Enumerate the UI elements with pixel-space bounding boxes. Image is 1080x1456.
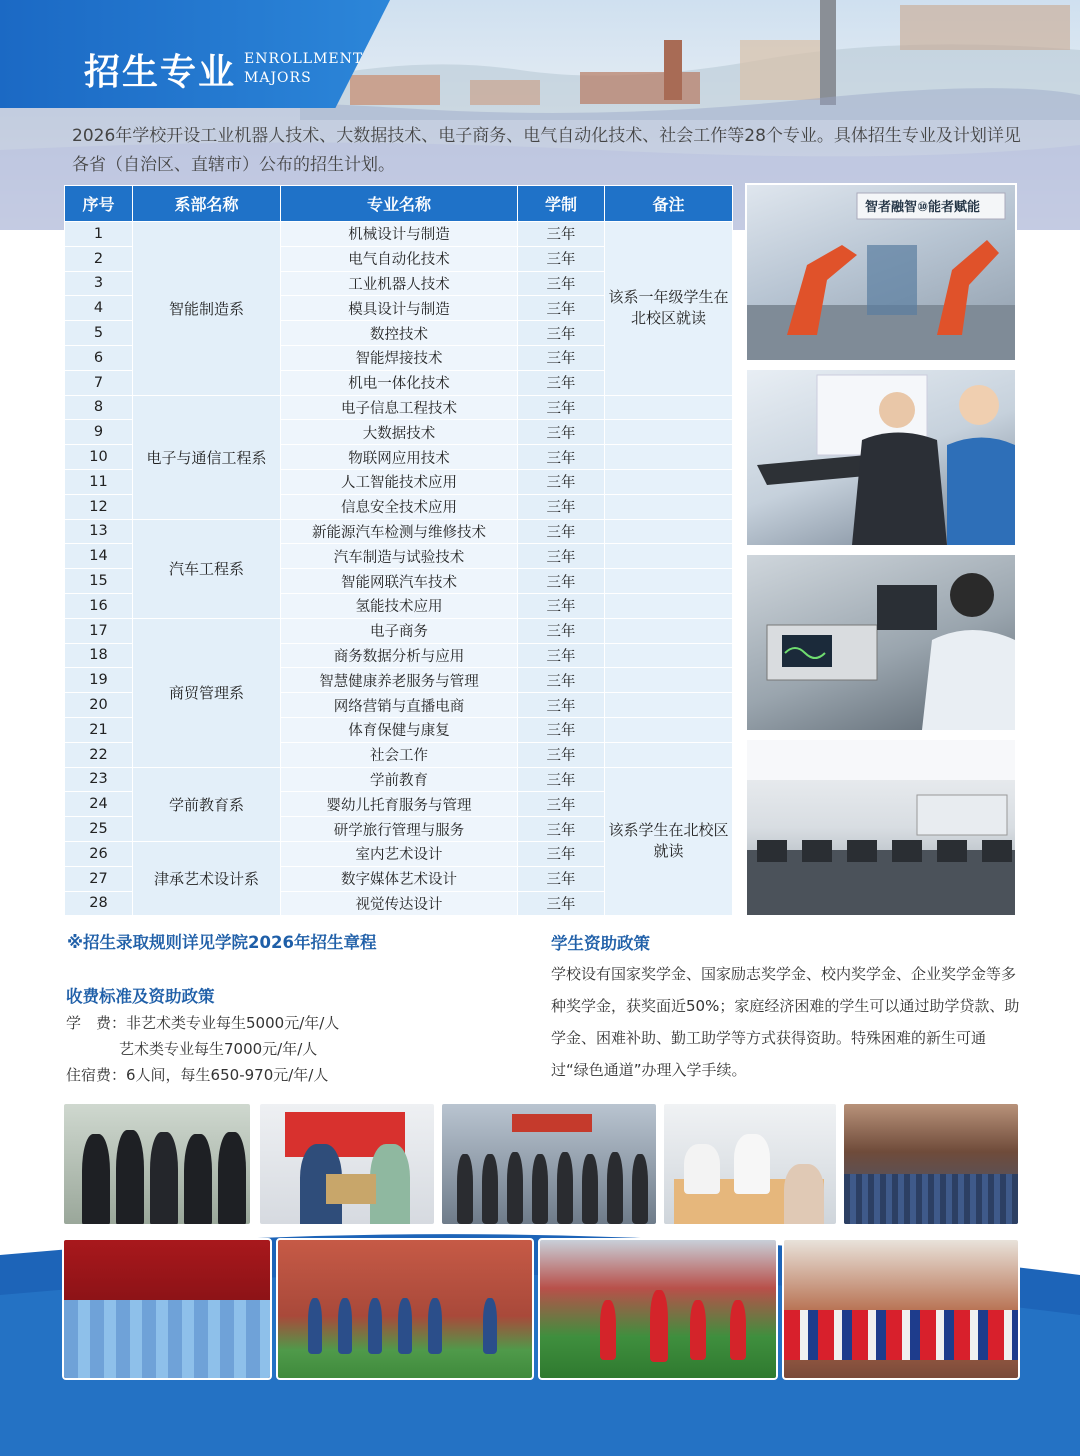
major-name: 电气自动化技术 [281,246,518,271]
gallery-photo-gym-event [842,1102,1020,1226]
gallery-photo-parade [276,1238,534,1380]
gallery-photo-group [62,1102,252,1226]
computer-room-photo [745,738,1017,917]
remarks-cell-empty [605,569,733,594]
row-index: 11 [65,469,133,494]
study-duration: 三年 [518,271,605,296]
row-index: 14 [65,544,133,569]
study-duration: 三年 [518,891,605,916]
row-index: 23 [65,767,133,792]
major-name: 研学旅行管理与服务 [281,817,518,842]
major-name: 新能源汽车检测与维修技术 [281,519,518,544]
major-name: 数控技术 [281,321,518,346]
study-duration: 三年 [518,395,605,420]
remarks-cell-empty [605,593,733,618]
gallery-photo-performance [62,1238,272,1380]
remarks-cell-empty [605,420,733,445]
section-title-english: ENROLLMENT MAJORS [244,51,364,86]
row-index: 12 [65,494,133,519]
row-index: 1 [65,222,133,247]
table-row [65,395,733,420]
major-name: 氢能技术应用 [281,593,518,618]
major-name: 学前教育 [281,767,518,792]
study-duration: 三年 [518,817,605,842]
major-name: 信息安全技术应用 [281,494,518,519]
row-index: 10 [65,445,133,470]
study-duration: 三年 [518,841,605,866]
study-duration: 三年 [518,792,605,817]
row-index: 4 [65,296,133,321]
row-index: 19 [65,668,133,693]
study-duration: 三年 [518,420,605,445]
row-index: 7 [65,370,133,395]
major-name: 电子信息工程技术 [281,395,518,420]
remarks-cell: 该系学生在北校区就读 [605,767,733,916]
aid-paragraph: 学校设有国家奖学金、国家励志奖学金、校内奖学金、企业奖学金等多种奖学金，获奖面近50%；家庭经济困难的学生可以通过助学贷款、助学金、困难补助、勤工助学等方式获得资助。特殊困难的新生可通过“绿色通道”办理入学手续。 [551,965,1020,1079]
study-duration: 三年 [518,370,605,395]
remarks-cell-empty [605,693,733,718]
remarks-cell-empty [605,544,733,569]
table-header-row [65,186,733,222]
study-duration: 三年 [518,519,605,544]
lodging-line: 住宿费：6人间，每生650-970元/年/人 [66,1066,329,1084]
department-cell: 智能制造系 [133,222,281,396]
major-name: 社会工作 [281,742,518,767]
study-duration: 三年 [518,222,605,247]
header-department: 系部名称 [133,186,281,222]
major-name: 大数据技术 [281,420,518,445]
row-index: 27 [65,866,133,891]
remarks-cell-empty [605,643,733,668]
header-duration: 学制 [518,186,605,222]
gallery-photo-ribbon-dance [538,1238,778,1380]
study-duration: 三年 [518,544,605,569]
major-name: 电子商务 [281,618,518,643]
remarks-cell-empty [605,494,733,519]
remarks-cell-empty [605,445,733,470]
gallery-photo-visit [440,1102,658,1226]
row-index: 3 [65,271,133,296]
majors-table [64,185,733,916]
study-duration: 三年 [518,345,605,370]
study-duration: 三年 [518,693,605,718]
major-name: 智能焊接技术 [281,345,518,370]
study-duration: 三年 [518,593,605,618]
table-row [65,767,733,792]
study-duration: 三年 [518,717,605,742]
department-cell: 电子与通信工程系 [133,395,281,519]
study-duration: 三年 [518,618,605,643]
major-name: 智慧健康养老服务与管理 [281,668,518,693]
major-name: 模具设计与制造 [281,296,518,321]
major-name: 人工智能技术应用 [281,469,518,494]
table-body [65,222,733,916]
remarks-cell-empty [605,742,733,767]
gallery-photo-classroom [662,1102,838,1226]
row-index: 13 [65,519,133,544]
gallery-photo-signing [258,1102,436,1226]
row-index: 20 [65,693,133,718]
section-title: 招生专业 [84,52,237,93]
table-row [65,618,733,643]
remarks-cell-empty [605,519,733,544]
major-name: 机电一体化技术 [281,370,518,395]
study-duration: 三年 [518,246,605,271]
study-duration: 三年 [518,668,605,693]
study-duration: 三年 [518,742,605,767]
header-index: 序号 [65,186,133,222]
major-name: 物联网应用技术 [281,445,518,470]
row-index: 2 [65,246,133,271]
gallery-photo-cheer-team [782,1238,1020,1380]
table-row [65,222,733,247]
tuition-art-line: 艺术类专业每生7000元/年/人 [119,1040,318,1058]
remarks-cell: 该系一年级学生在北校区就读 [605,222,733,396]
study-duration: 三年 [518,643,605,668]
study-duration: 三年 [518,445,605,470]
department-cell: 商贸管理系 [133,618,281,767]
remarks-cell-empty [605,717,733,742]
row-index: 9 [65,420,133,445]
intro-paragraph: 2026年学校开设工业机器人技术、大数据技术、电子商务、电气自动化技术、社会工作等28个专业。具体招生专业及计划详见各省（自治区、直辖市）公布的招生计划。 [72,126,1021,175]
study-duration: 三年 [518,866,605,891]
admission-rules-note: ※招生录取规则详见学院2026年招生章程 [67,933,377,952]
row-index: 24 [65,792,133,817]
study-duration: 三年 [518,296,605,321]
header-major: 专业名称 [281,186,518,222]
row-index: 28 [65,891,133,916]
robot-lab-photo [745,183,1017,362]
fees-title: 收费标准及资助政策 [66,987,215,1006]
row-index: 25 [65,817,133,842]
tuition-line: 学 费：非艺术类专业每生5000元/年/人 [66,1014,340,1032]
row-index: 15 [65,569,133,594]
department-cell: 学前教育系 [133,767,281,841]
row-index: 6 [65,345,133,370]
row-index: 16 [65,593,133,618]
major-name: 机械设计与制造 [281,222,518,247]
major-name: 视觉传达设计 [281,891,518,916]
department-cell: 津承艺术设计系 [133,841,281,915]
major-name: 体育保健与康复 [281,717,518,742]
study-duration: 三年 [518,494,605,519]
row-index: 21 [65,717,133,742]
study-duration: 三年 [518,469,605,494]
major-name: 商务数据分析与应用 [281,643,518,668]
row-index: 5 [65,321,133,346]
remarks-cell-empty [605,668,733,693]
drone-lab-photo [745,368,1017,547]
row-index: 18 [65,643,133,668]
header-remarks: 备注 [605,186,733,222]
remarks-cell-empty [605,618,733,643]
major-name: 网络营销与直播电商 [281,693,518,718]
study-duration: 三年 [518,569,605,594]
row-index: 8 [65,395,133,420]
row-index: 26 [65,841,133,866]
remarks-cell-empty [605,469,733,494]
row-index: 22 [65,742,133,767]
aid-title: 学生资助政策 [551,934,650,953]
remarks-cell-empty [605,395,733,420]
major-name: 婴幼儿托育服务与管理 [281,792,518,817]
study-duration: 三年 [518,767,605,792]
major-name: 汽车制造与试验技术 [281,544,518,569]
svg-text:智者融智⑩能者赋能: 智者融智⑩能者赋能 [865,200,981,215]
major-name: 智能网联汽车技术 [281,569,518,594]
study-duration: 三年 [518,321,605,346]
table-row [65,519,733,544]
major-name: 数字媒体艺术设计 [281,866,518,891]
row-index: 17 [65,618,133,643]
electronics-lab-photo [745,553,1017,732]
major-name: 室内艺术设计 [281,841,518,866]
department-cell: 汽车工程系 [133,519,281,618]
major-name: 工业机器人技术 [281,271,518,296]
